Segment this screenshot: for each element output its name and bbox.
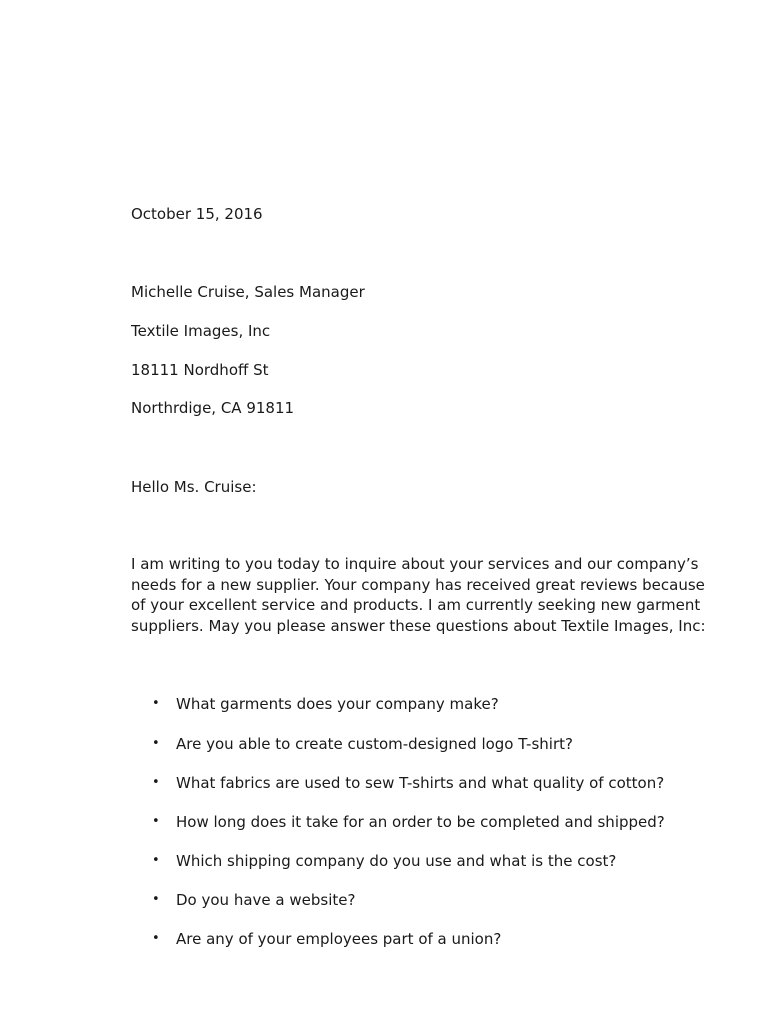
recipient-company: Textile Images, Inc <box>131 322 271 340</box>
question-text: How long does it take for an order to be completed and shipped? <box>176 813 665 831</box>
question-text: Are any of your employees part of a union? <box>176 930 502 948</box>
body-line: of your excellent service and products. I am currently seeking new garment <box>131 596 701 615</box>
bullet-icon: • <box>152 775 160 790</box>
body-line: suppliers. May you please answer these questions about Textile Images, Inc: <box>131 617 706 636</box>
bullet-icon: • <box>152 736 160 751</box>
bullet-icon: • <box>152 931 160 946</box>
bullet-icon: • <box>152 892 160 907</box>
bullet-icon: • <box>152 696 160 711</box>
body-line: needs for a new supplier. Your company has received great reviews because <box>131 575 705 594</box>
bullet-icon: • <box>152 814 160 829</box>
recipient-name-title: Michelle Cruise, Sales Manager <box>131 283 365 301</box>
body-paragraph <box>131 554 731 637</box>
question-text: What garments does your company make? <box>176 695 499 713</box>
body-line: I am writing to you today to inquire about your services and our company’s <box>131 555 699 573</box>
letter-date: October 15, 2016 <box>131 205 263 223</box>
question-text: Are you able to create custom-designed logo T-shirt? <box>176 735 573 753</box>
question-text: What fabrics are used to sew T-shirts and what quality of cotton? <box>176 774 665 792</box>
bullet-icon: • <box>152 853 160 868</box>
question-text: Do you have a website? <box>176 891 356 909</box>
question-text: Which shipping company do you use and what is the cost? <box>176 852 617 870</box>
letter-greeting: Hello Ms. Cruise: <box>131 478 257 496</box>
recipient-city-state-zip: Northrdige, CA 91811 <box>131 399 295 417</box>
recipient-street: 18111 Nordhoff St <box>131 361 269 379</box>
